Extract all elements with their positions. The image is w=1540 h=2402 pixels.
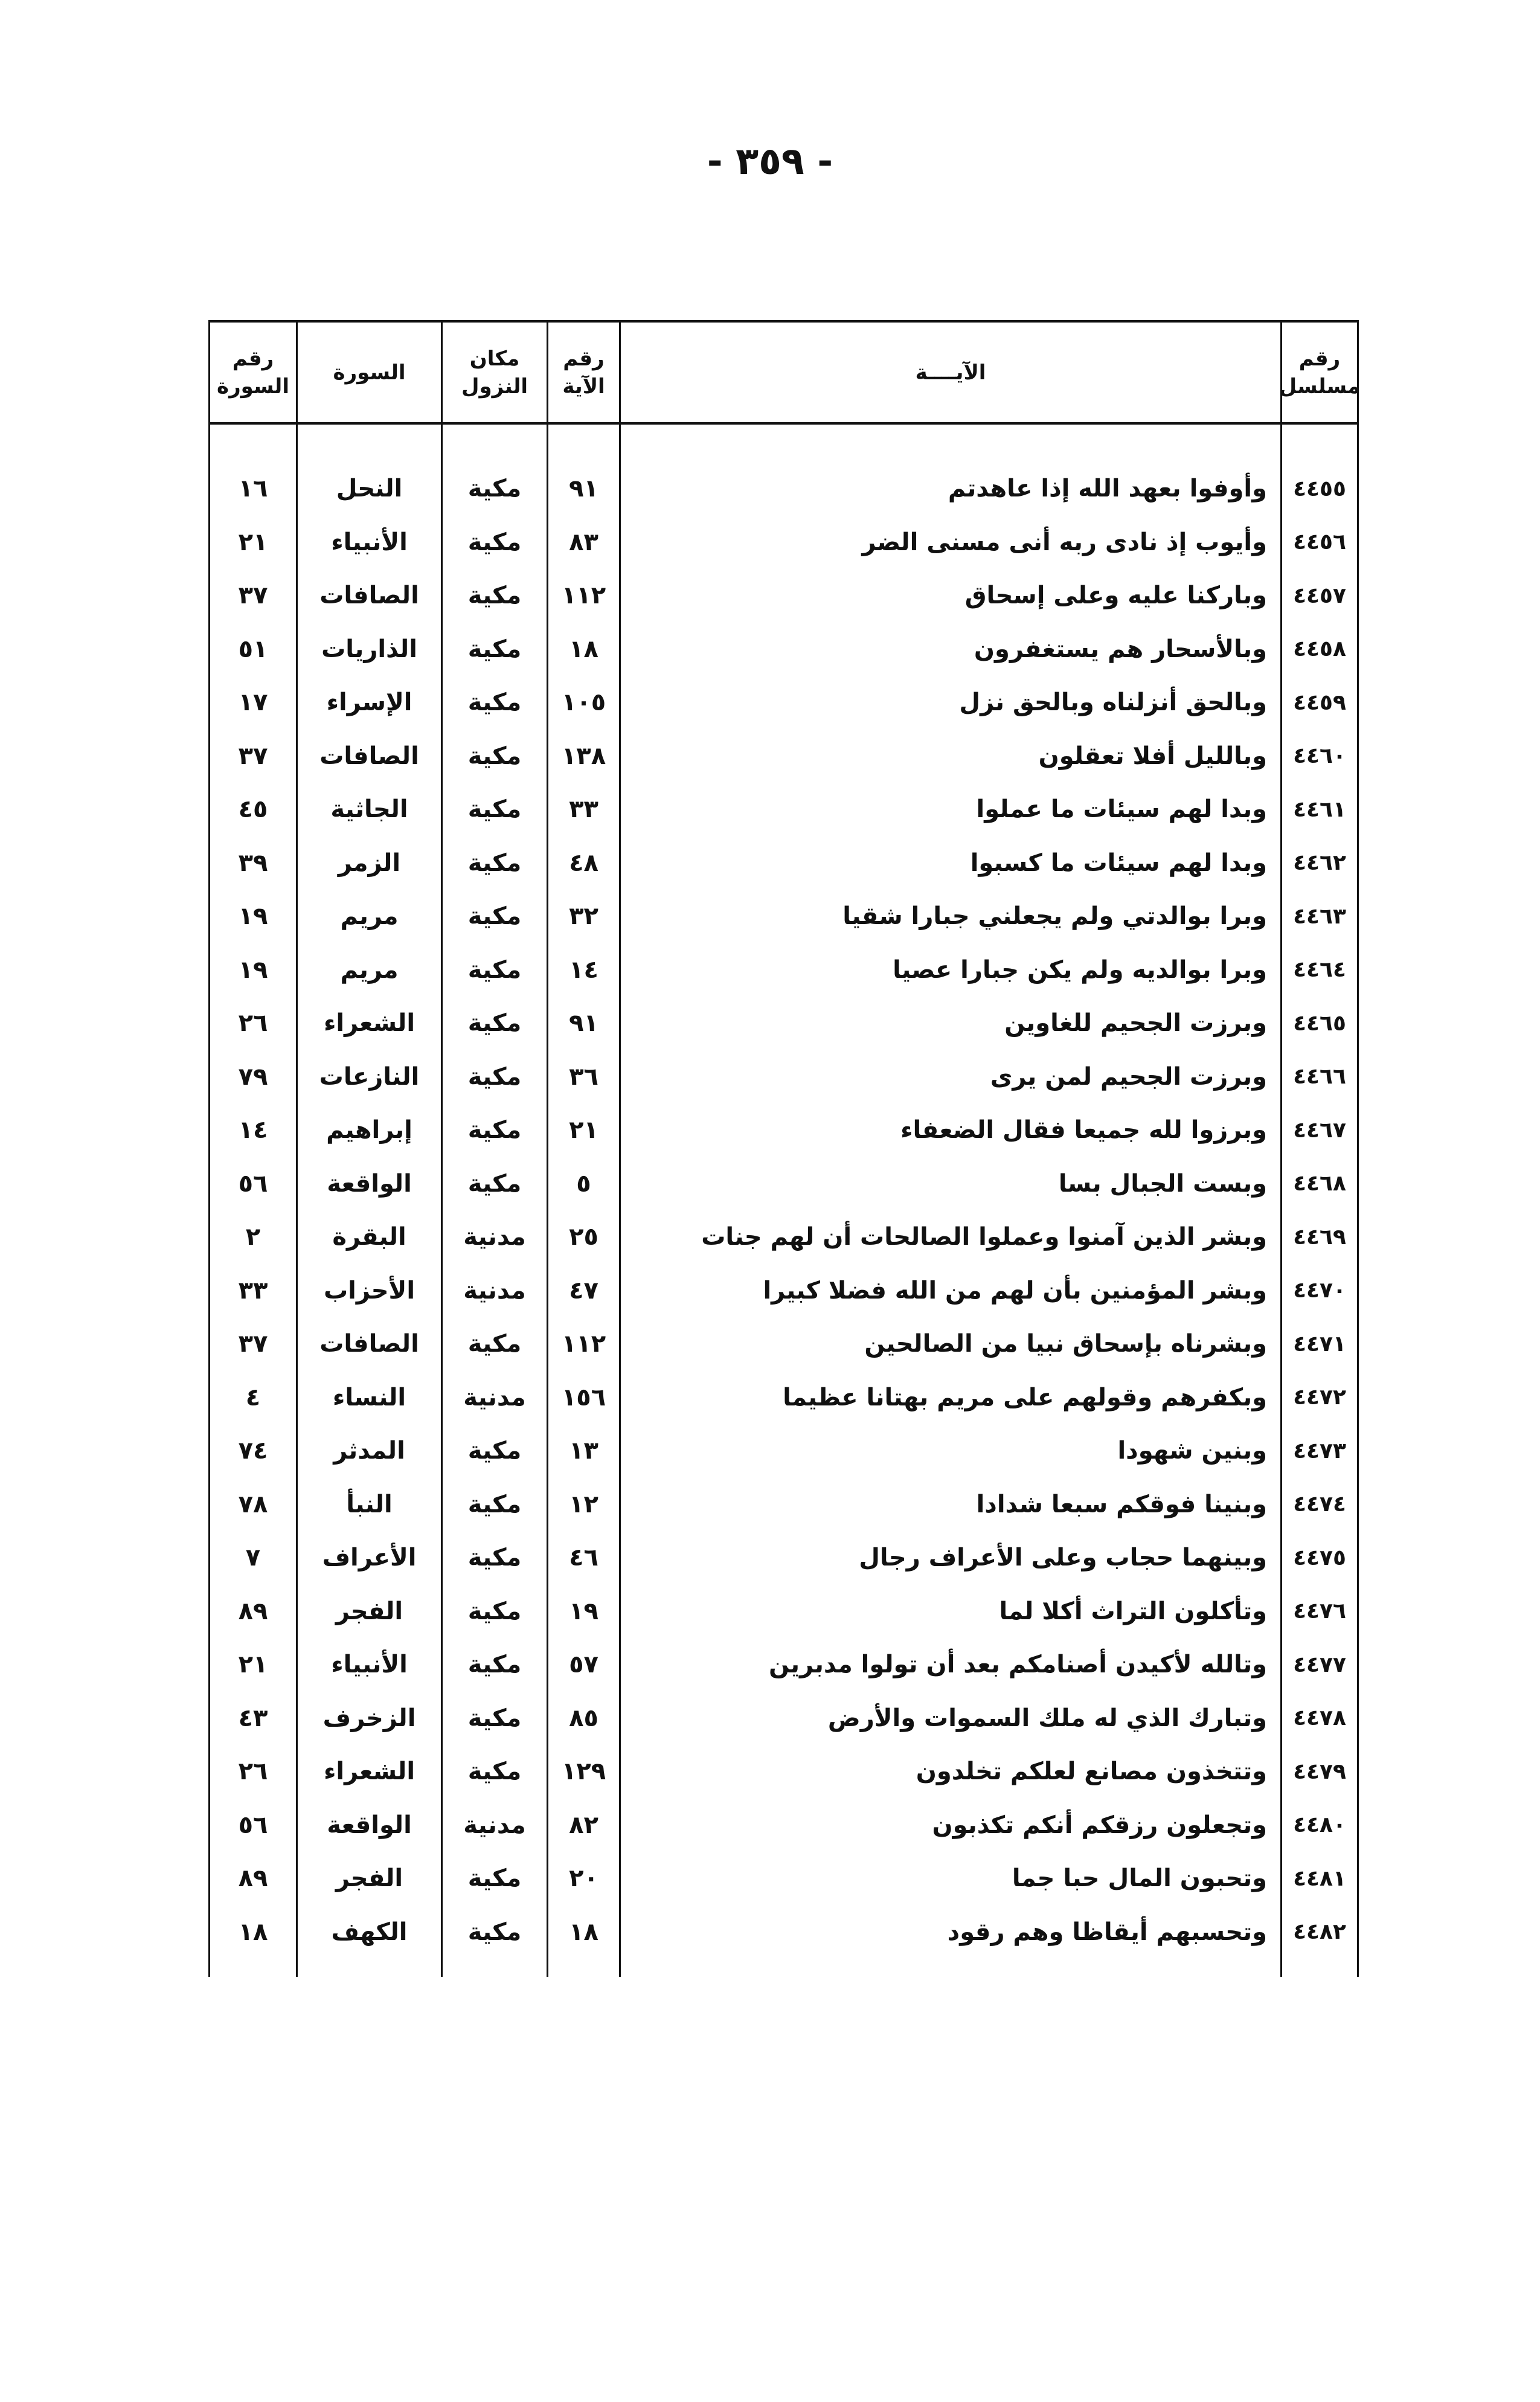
place-cell: مدنية (441, 1799, 547, 1852)
sura-number-cell: ٧٤ (208, 1424, 296, 1478)
sura-number-cell: ٣٧ (208, 1317, 296, 1371)
serial-cell: ٤٤٧٨ (1280, 1692, 1359, 1745)
verse-cell: وباركنا عليه وعلى إسحاق (619, 569, 1280, 623)
header-serial: رقم مسلسل (1280, 323, 1359, 422)
table-row (208, 1906, 1359, 1959)
table-row (208, 943, 1359, 997)
serial-cell: ٤٤٧٠ (1280, 1264, 1359, 1318)
sura-name-cell: الأعراف (296, 1531, 441, 1585)
table-row (208, 1317, 1359, 1371)
serial-cell: ٤٤٧٤ (1280, 1478, 1359, 1532)
sura-name-cell: الزخرف (296, 1692, 441, 1745)
sura-name-cell: الصافات (296, 730, 441, 783)
verse-cell: وبشر الذين آمنوا وعملوا الصالحات أن لهم جنات (619, 1210, 1280, 1264)
sura-name-cell: الزمر (296, 837, 441, 890)
serial-cell: ٤٤٥٧ (1280, 569, 1359, 623)
serial-cell: ٤٤٦٠ (1280, 730, 1359, 783)
serial-cell: ٤٤٥٦ (1280, 516, 1359, 570)
verse-cell: وبشر المؤمنين بأن لهم من الله فضلا كبيرا (619, 1264, 1280, 1318)
sura-number-cell: ٣٩ (208, 837, 296, 890)
ayah-number-cell: ١٣٨ (547, 730, 619, 783)
sura-number-cell: ١٧ (208, 676, 296, 730)
serial-cell: ٤٤٨١ (1280, 1852, 1359, 1906)
sura-number-cell: ٢٦ (208, 1745, 296, 1799)
sura-name-cell: الصافات (296, 569, 441, 623)
verse-cell: وبدا لهم سيئات ما كسبوا (619, 837, 1280, 890)
ayah-number-cell: ٨٥ (547, 1692, 619, 1745)
verse-index-table (208, 320, 1359, 1977)
place-cell: مكية (441, 1050, 547, 1104)
table-row (208, 569, 1359, 623)
place-cell: مكية (441, 783, 547, 837)
ayah-number-cell: ٨٢ (547, 1799, 619, 1852)
sura-number-cell: ٣٧ (208, 730, 296, 783)
sura-number-cell: ٨٩ (208, 1852, 296, 1906)
sura-name-cell: الفجر (296, 1852, 441, 1906)
ayah-number-cell: ١٠٥ (547, 676, 619, 730)
ayah-number-cell: ٢١ (547, 1103, 619, 1157)
ayah-number-cell: ٤٨ (547, 837, 619, 890)
ayah-number-cell: ٨٣ (547, 516, 619, 570)
sura-name-cell: الواقعة (296, 1799, 441, 1852)
verse-cell: وبالحق أنزلناه وبالحق نزل (619, 676, 1280, 730)
ayah-number-cell: ١٣ (547, 1424, 619, 1478)
ayah-number-cell: ٩١ (547, 462, 619, 516)
table-row (208, 623, 1359, 676)
verse-cell: وبرزت الجحيم للغاوين (619, 997, 1280, 1050)
verse-cell: وبرزوا لله جميعا فقال الضعفاء (619, 1103, 1280, 1157)
place-cell: مكية (441, 462, 547, 516)
serial-cell: ٤٤٦٢ (1280, 837, 1359, 890)
serial-cell: ٤٤٦٥ (1280, 997, 1359, 1050)
sura-number-cell: ٤٣ (208, 1692, 296, 1745)
verse-cell: وبست الجبال بسا (619, 1157, 1280, 1211)
place-cell: مدنية (441, 1264, 547, 1318)
sura-number-cell: ٨٩ (208, 1585, 296, 1639)
sura-name-cell: الجاثية (296, 783, 441, 837)
sura-number-cell: ٢ (208, 1210, 296, 1264)
place-cell: مكية (441, 569, 547, 623)
header-place: مكان النزول (441, 323, 547, 422)
verse-cell: وبرا بوالدتي ولم يجعلني جبارا شقيا (619, 890, 1280, 943)
sura-name-cell: الفجر (296, 1585, 441, 1639)
table-row (208, 1424, 1359, 1478)
table-row (208, 783, 1359, 837)
sura-number-cell: ٢١ (208, 1638, 296, 1692)
sura-name-cell: الشعراء (296, 997, 441, 1050)
place-cell: مدنية (441, 1371, 547, 1425)
ayah-number-cell: ٣٦ (547, 1050, 619, 1104)
verse-cell: وتأكلون التراث أكلا لما (619, 1585, 1280, 1639)
sura-number-cell: ٥١ (208, 623, 296, 676)
serial-cell: ٤٤٦٦ (1280, 1050, 1359, 1104)
place-cell: مكية (441, 890, 547, 943)
place-cell: مكية (441, 730, 547, 783)
verse-cell: وتحسبهم أيقاظا وهم رقود (619, 1906, 1280, 1959)
sura-name-cell: الصافات (296, 1317, 441, 1371)
serial-cell: ٤٤٥٥ (1280, 462, 1359, 516)
serial-cell: ٤٤٦٨ (1280, 1157, 1359, 1211)
table-row (208, 1371, 1359, 1425)
verse-cell: وبشرناه بإسحاق نبيا من الصالحين (619, 1317, 1280, 1371)
sura-name-cell: الواقعة (296, 1157, 441, 1211)
table-footer-spacer (208, 1959, 1359, 1977)
verse-cell: وبينهما حجاب وعلى الأعراف رجال (619, 1531, 1280, 1585)
ayah-number-cell: ٣٣ (547, 783, 619, 837)
sura-name-cell: البقرة (296, 1210, 441, 1264)
serial-cell: ٤٤٧٣ (1280, 1424, 1359, 1478)
ayah-number-cell: ١١٢ (547, 1317, 619, 1371)
table-row (208, 730, 1359, 783)
verse-cell: وتالله لأكيدن أصنامكم بعد أن تولوا مدبرين (619, 1638, 1280, 1692)
verse-cell: وبالليل أفلا تعقلون (619, 730, 1280, 783)
verse-cell: وبرا بوالديه ولم يكن جبارا عصيا (619, 943, 1280, 997)
place-cell: مكية (441, 1852, 547, 1906)
verse-cell: وتبارك الذي له ملك السموات والأرض (619, 1692, 1280, 1745)
place-cell: مكية (441, 1745, 547, 1799)
sura-number-cell: ٤ (208, 1371, 296, 1425)
table-row (208, 1799, 1359, 1852)
serial-cell: ٤٤٧٧ (1280, 1638, 1359, 1692)
place-cell: مكية (441, 1906, 547, 1959)
ayah-number-cell: ١٢٩ (547, 1745, 619, 1799)
verse-cell: وأيوب إذ نادى ربه أنى مسنى الضر (619, 516, 1280, 570)
sura-name-cell: الشعراء (296, 1745, 441, 1799)
serial-cell: ٤٤٦٤ (1280, 943, 1359, 997)
place-cell: مكية (441, 1424, 547, 1478)
serial-cell: ٤٤٧٦ (1280, 1585, 1359, 1639)
sura-name-cell: النحل (296, 462, 441, 516)
ayah-number-cell: ٥٧ (547, 1638, 619, 1692)
serial-cell: ٤٤٧٩ (1280, 1745, 1359, 1799)
serial-cell: ٤٤٥٩ (1280, 676, 1359, 730)
table-row (208, 462, 1359, 516)
serial-cell: ٤٤٥٨ (1280, 623, 1359, 676)
header-sura: السورة (296, 323, 441, 422)
ayah-number-cell: ١٨ (547, 1906, 619, 1959)
place-cell: مكية (441, 623, 547, 676)
ayah-number-cell: ١٥٦ (547, 1371, 619, 1425)
table-row (208, 676, 1359, 730)
sura-name-cell: مريم (296, 890, 441, 943)
sura-number-cell: ١٩ (208, 943, 296, 997)
header-verse: الآيــــة (619, 323, 1280, 422)
place-cell: مكية (441, 1638, 547, 1692)
table-body (208, 462, 1359, 1959)
table-row (208, 997, 1359, 1050)
sura-number-cell: ١٨ (208, 1906, 296, 1959)
ayah-number-cell: ٤٧ (547, 1264, 619, 1318)
table-header (208, 320, 1359, 425)
sura-name-cell: النازعات (296, 1050, 441, 1104)
header-ayah-number: رقم الآية (547, 323, 619, 422)
place-cell: مدنية (441, 1210, 547, 1264)
sura-number-cell: ١٦ (208, 462, 296, 516)
place-cell: مكية (441, 676, 547, 730)
serial-cell: ٤٤٦١ (1280, 783, 1359, 837)
table-row (208, 1157, 1359, 1211)
table-row (208, 1638, 1359, 1692)
sura-name-cell: الأنبياء (296, 1638, 441, 1692)
sura-number-cell: ٢٦ (208, 997, 296, 1050)
serial-cell: ٤٤٧٢ (1280, 1371, 1359, 1425)
sura-number-cell: ٣٧ (208, 569, 296, 623)
ayah-number-cell: ٣٢ (547, 890, 619, 943)
table-row (208, 1852, 1359, 1906)
sura-number-cell: ٥٦ (208, 1799, 296, 1852)
verse-cell: وأوفوا بعهد الله إذا عاهدتم (619, 462, 1280, 516)
sura-number-cell: ٣٣ (208, 1264, 296, 1318)
serial-cell: ٤٤٦٣ (1280, 890, 1359, 943)
table-row (208, 1050, 1359, 1104)
ayah-number-cell: ٢٠ (547, 1852, 619, 1906)
place-cell: مكية (441, 1585, 547, 1639)
place-cell: مكية (441, 1478, 547, 1532)
sura-number-cell: ٥٦ (208, 1157, 296, 1211)
ayah-number-cell: ١٨ (547, 623, 619, 676)
place-cell: مكية (441, 1531, 547, 1585)
sura-number-cell: ٢١ (208, 516, 296, 570)
sura-name-cell: النبأ (296, 1478, 441, 1532)
sura-name-cell: النساء (296, 1371, 441, 1425)
sura-name-cell: الكهف (296, 1906, 441, 1959)
serial-cell: ٤٤٦٩ (1280, 1210, 1359, 1264)
place-cell: مكية (441, 516, 547, 570)
table-row (208, 1745, 1359, 1799)
sura-number-cell: ١٩ (208, 890, 296, 943)
ayah-number-cell: ٢٥ (547, 1210, 619, 1264)
ayah-number-cell: ١٤ (547, 943, 619, 997)
place-cell: مكية (441, 943, 547, 997)
sura-name-cell: مريم (296, 943, 441, 997)
sura-name-cell: المدثر (296, 1424, 441, 1478)
serial-cell: ٤٤٧٥ (1280, 1531, 1359, 1585)
verse-cell: وبالأسحار هم يستغفرون (619, 623, 1280, 676)
sura-number-cell: ١٤ (208, 1103, 296, 1157)
place-cell: مكية (441, 837, 547, 890)
verse-cell: وبرزت الجحيم لمن يرى (619, 1050, 1280, 1104)
sura-name-cell: الذاريات (296, 623, 441, 676)
table-row (208, 1103, 1359, 1157)
sura-name-cell: إبراهيم (296, 1103, 441, 1157)
place-cell: مكية (441, 1103, 547, 1157)
table-row (208, 1531, 1359, 1585)
ayah-number-cell: ١٢ (547, 1478, 619, 1532)
place-cell: مكية (441, 1692, 547, 1745)
sura-name-cell: الأنبياء (296, 516, 441, 570)
table-row (208, 1585, 1359, 1639)
header-sura-number: رقم السورة (208, 323, 296, 422)
place-cell: مكية (441, 1317, 547, 1371)
table-row (208, 1478, 1359, 1532)
verse-cell: وتتخذون مصانع لعلكم تخلدون (619, 1745, 1280, 1799)
sura-number-cell: ٧٩ (208, 1050, 296, 1104)
verse-cell: وبنين شهودا (619, 1424, 1280, 1478)
verse-cell: وبدا لهم سيئات ما عملوا (619, 783, 1280, 837)
serial-cell: ٤٤٨٢ (1280, 1906, 1359, 1959)
serial-cell: ٤٤٦٧ (1280, 1103, 1359, 1157)
table-row (208, 837, 1359, 890)
ayah-number-cell: ١٩ (547, 1585, 619, 1639)
table-row (208, 890, 1359, 943)
page-number: - ٣٥٩ - (707, 139, 833, 183)
ayah-number-cell: ١١٢ (547, 569, 619, 623)
verse-cell: وبنينا فوقكم سبعا شدادا (619, 1478, 1280, 1532)
table-row (208, 1264, 1359, 1318)
ayah-number-cell: ٥ (547, 1157, 619, 1211)
sura-name-cell: الإسراء (296, 676, 441, 730)
table-row (208, 516, 1359, 570)
table-row (208, 1692, 1359, 1745)
sura-number-cell: ٤٥ (208, 783, 296, 837)
sura-number-cell: ٧ (208, 1531, 296, 1585)
place-cell: مكية (441, 1157, 547, 1211)
ayah-number-cell: ٤٦ (547, 1531, 619, 1585)
serial-cell: ٤٤٨٠ (1280, 1799, 1359, 1852)
verse-cell: وتحبون المال حبا جما (619, 1852, 1280, 1906)
place-cell: مكية (441, 997, 547, 1050)
sura-name-cell: الأحزاب (296, 1264, 441, 1318)
verse-cell: وتجعلون رزقكم أنكم تكذبون (619, 1799, 1280, 1852)
table-spacer (208, 425, 1359, 462)
table-row (208, 1210, 1359, 1264)
ayah-number-cell: ٩١ (547, 997, 619, 1050)
verse-cell: وبكفرهم وقولهم على مريم بهتانا عظيما (619, 1371, 1280, 1425)
serial-cell: ٤٤٧١ (1280, 1317, 1359, 1371)
sura-number-cell: ٧٨ (208, 1478, 296, 1532)
